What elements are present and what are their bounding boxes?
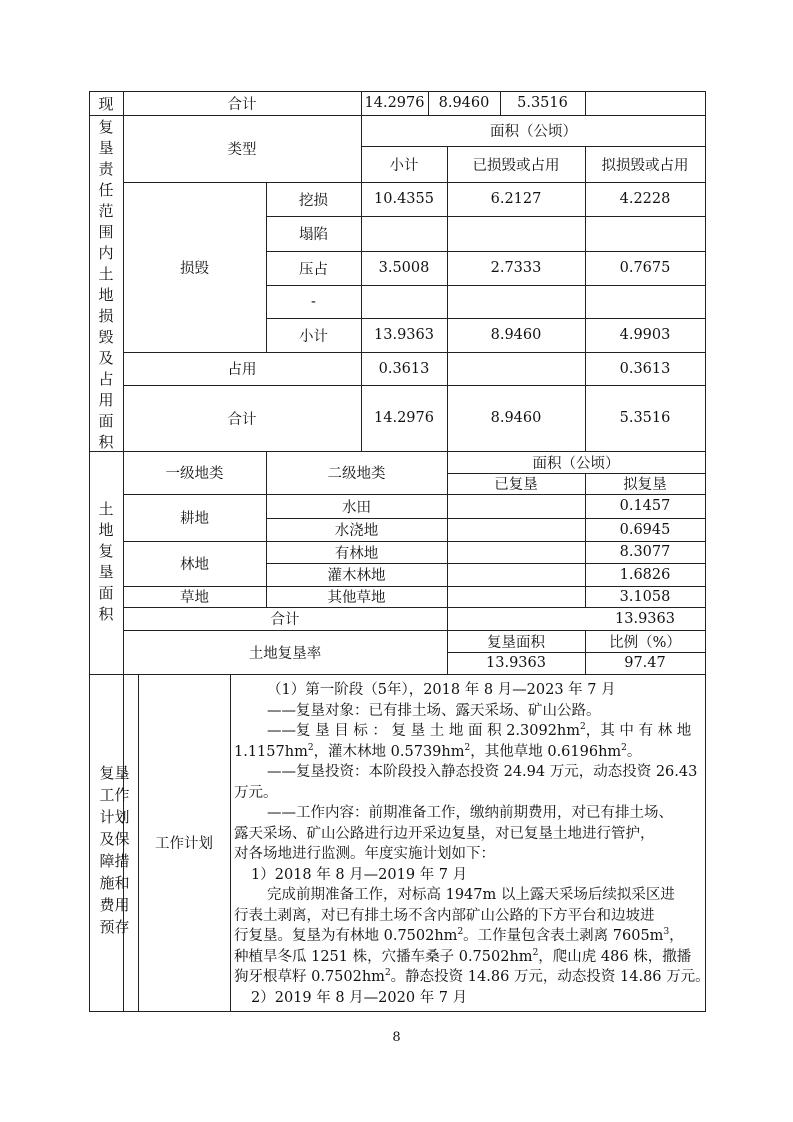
paragraph-line: （1）第一阶段（5年），2018 年 8 月—2023 年 7 月: [267, 682, 616, 698]
level1-header: 一级地类: [165, 466, 224, 482]
table-cell: 4.2228: [619, 191, 671, 207]
damage-label: 损毁: [180, 260, 209, 277]
sub-header-damaged: 已损毁或占用: [472, 157, 560, 174]
paragraph-line: ——复 垦 目 标 ： 复 垦 土 地 面 积 $2.3092hm^2$，其 中 有 林 地: [267, 722, 692, 739]
sub-header-planned: 拟损毁或占用: [601, 157, 689, 174]
group-label: 林地: [180, 557, 209, 573]
table-cell: 10.4355: [374, 191, 434, 207]
paragraph-line: 1）2018 年 8 月—2019 年 7 月: [251, 867, 468, 883]
paragraph-line: 万元。: [234, 785, 278, 801]
section1-side-label: 复垦责任范围内土地损毁及占用面积: [98, 118, 114, 451]
table-cell: 5.3516: [619, 410, 671, 426]
damage-row-label: 压占: [299, 261, 328, 278]
paragraph-line: 完成前期准备工作，对标高 1947m 以上露天采场后续拟采区进: [267, 887, 675, 903]
sub-type-label: 水田: [342, 499, 371, 516]
paragraph-line: 种植旱冬瓜 1251 株，穴播车桑子 $0.7502hm^2$，爬山虎 486 株，撒播: [234, 948, 692, 965]
damage-row-label: 挖损: [299, 192, 328, 209]
table-cell: 3.1058: [619, 588, 671, 605]
paragraph-line: 狗牙根草籽 $0.7502hm^2$。静态投资 14.86 万元，动态投资 14.86 万元。: [234, 968, 710, 985]
type-header: 类型: [227, 142, 257, 158]
sub-header-subtotal: 小计: [389, 157, 419, 174]
paragraph-line: 行表土剥离，对已有排土场不含内部矿山公路的下方平台和边坡进: [234, 908, 655, 924]
paragraph-line: 行复垦。复垦为有林地 $0.7502hm^2$。工作量包含表土剥离 $7605m^3$，: [234, 927, 684, 944]
top-row-value: [585, 91, 705, 115]
top-row-value: 14.2976: [364, 95, 425, 111]
done-header: 已复垦: [494, 477, 538, 493]
section3-side-label: 复垦工作计划及保障措施和费用预存: [99, 764, 130, 936]
table-cell: 6.2127: [490, 191, 542, 207]
damage-row-label: -: [311, 293, 316, 310]
occupy-label: 占用: [227, 362, 257, 378]
rate-ratio-header: 比例（%）: [609, 634, 681, 651]
table-cell: 1.6826: [619, 566, 671, 583]
planned-header: 拟复垦: [623, 477, 667, 493]
table-cell: 8.9460: [490, 410, 542, 426]
damage-row-label: 塌陷: [299, 227, 328, 243]
paragraph-line: ——复垦投资：本阶段投入静态投资 24.94 万元，动态投资 26.43: [267, 764, 698, 780]
area-header-2: 面积（公顷）: [532, 455, 620, 472]
paragraph-line: 对各场地进行监测。年度实施计划如下：: [234, 846, 495, 862]
table-cell: 0.7675: [619, 260, 671, 276]
table-cell: 8.3077: [619, 544, 671, 560]
work-plan-label: 工作计划: [155, 836, 213, 852]
rate-label: 土地复垦率: [248, 645, 322, 662]
paragraph-line: 露天采场、矿山公路进行边开采边复垦，对已复垦土地进行管护，: [234, 826, 655, 842]
table-cell: 2.7333: [490, 260, 542, 276]
table-cell: 0.1457: [619, 498, 671, 514]
paragraph-line: $1.1157hm^2$，灌木林地 $0.5739hm^2$，其他草地 $0.6196hm^2$。: [234, 743, 642, 760]
damage-row-label: 小计: [299, 328, 328, 345]
paragraph-line: 2）2019 年 8 月—2020 年 7 月: [251, 990, 468, 1006]
group-label: 耕地: [180, 511, 209, 527]
sub-type-label: 其他草地: [327, 590, 386, 606]
table-cell: 0.3613: [378, 360, 430, 377]
rate-area-header: 复垦面积: [487, 634, 545, 651]
top-row-label: 合计: [227, 96, 257, 113]
total-label: 合计: [227, 411, 257, 428]
level2-header: 二级地类: [327, 466, 386, 482]
table-cell: 0.6945: [619, 521, 671, 538]
table-cell: 3.5008: [378, 260, 430, 276]
group-label: 草地: [180, 590, 209, 606]
paragraph-line: ——工作内容：前期准备工作，缴纳前期费用，对已有排土场、: [267, 805, 673, 821]
sub-type-label: 水浇地: [334, 523, 379, 539]
sub-type-label: 有林地: [334, 545, 379, 562]
total-label-2: 合计: [270, 612, 300, 628]
table-cell: 0.3613: [619, 360, 671, 377]
sub-type-label: 灌木林地: [327, 568, 386, 584]
top-row-value: 5.3516: [517, 95, 568, 111]
paragraph-line: ——复垦对象：已有排土场、露天采场、矿山公路。: [267, 703, 601, 719]
rate-area-value: 13.9363: [486, 655, 546, 671]
table-cell: 13.9363: [374, 327, 434, 343]
rate-ratio-value: 97.47: [624, 655, 666, 671]
top-row-value: 8.9460: [438, 95, 490, 111]
table-cell: 14.2976: [374, 410, 434, 426]
top-row-side-char: 现: [98, 94, 114, 113]
table-cell: 13.9363: [615, 610, 675, 627]
table-cell: 4.9903: [619, 327, 671, 343]
table-cell: 8.9460: [490, 327, 542, 343]
section2-side-label: 土地复垦面积: [98, 500, 114, 623]
page-number: 8: [392, 1030, 401, 1045]
area-header: 面积（公顷）: [490, 124, 577, 140]
